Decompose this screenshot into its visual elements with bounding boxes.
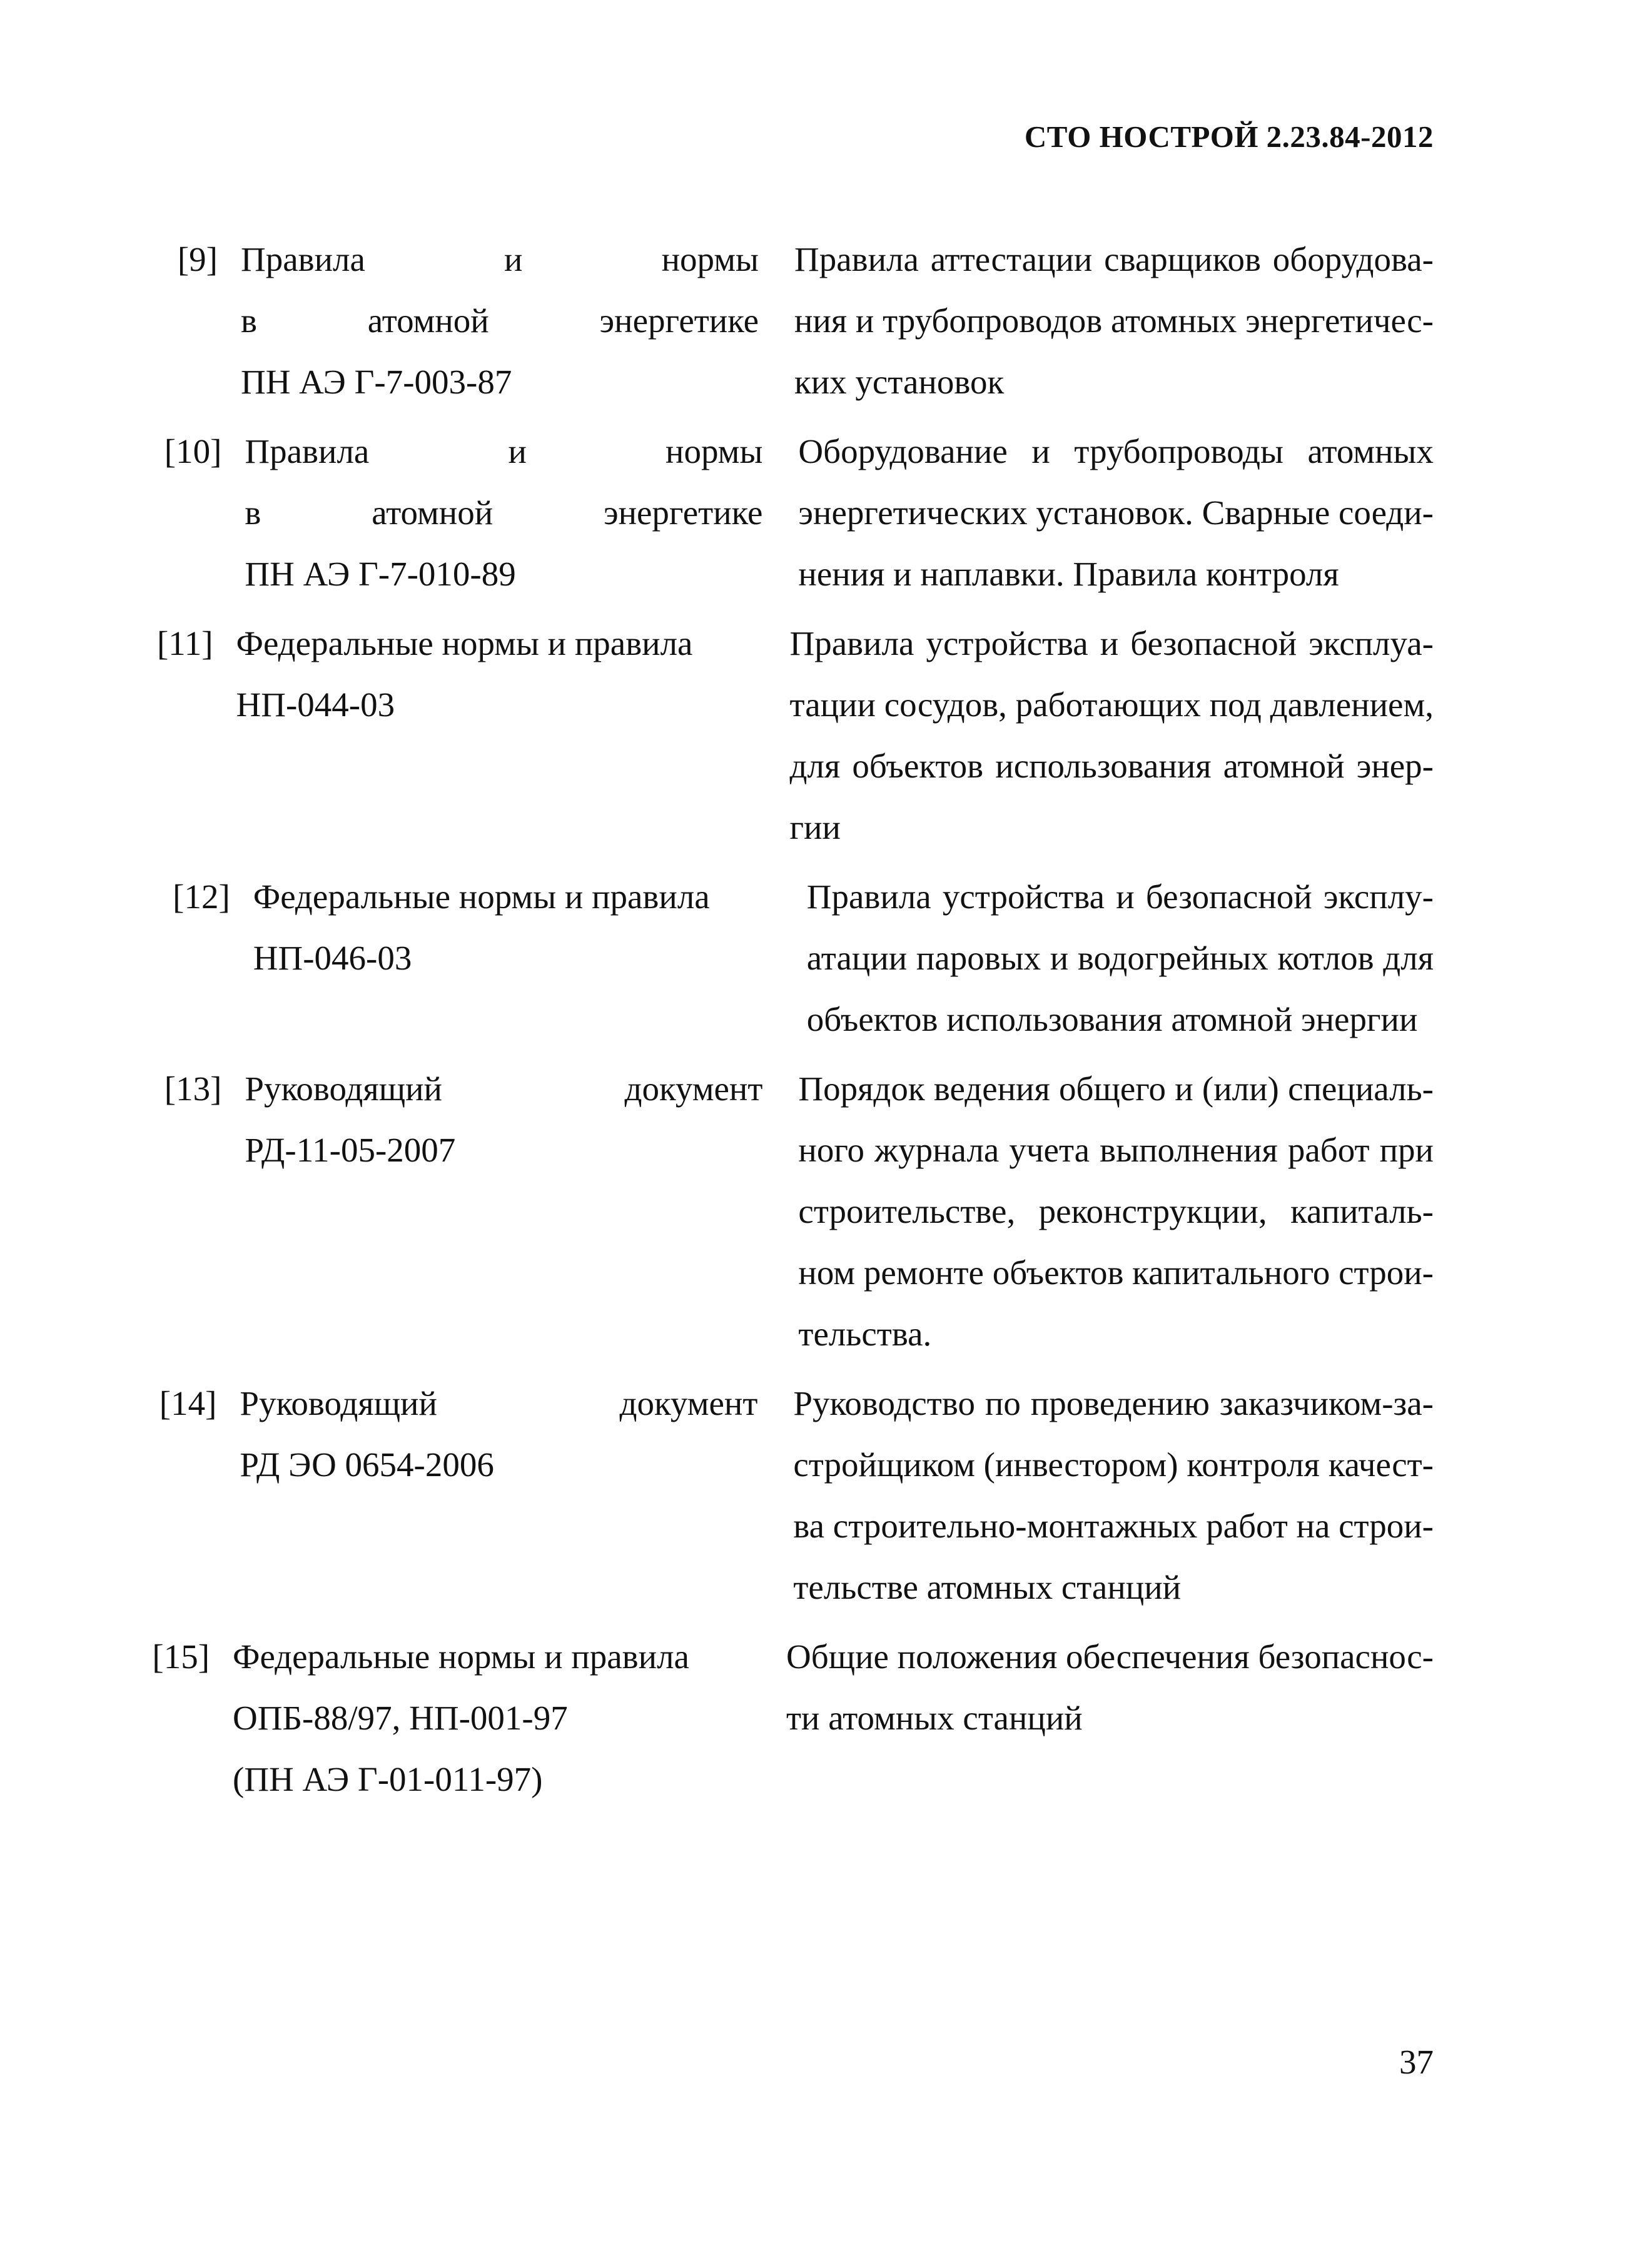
title-line: Правила аттестации сварщиков оборудова- xyxy=(794,240,1434,278)
reference-number: [12] xyxy=(173,878,230,916)
reference-number: [9] xyxy=(177,240,218,278)
source-line: Федеральные нормы и правила xyxy=(236,624,693,662)
title-line: тельстве атомных станций xyxy=(793,1568,1182,1606)
reference-source xyxy=(216,1373,757,1496)
reference-number: [14] xyxy=(159,1384,217,1422)
bibliography-entry xyxy=(150,1058,1434,1365)
source-line: ПН АЭ Г-7-010-89 xyxy=(245,555,516,593)
reference-number: [10] xyxy=(164,432,222,470)
reference-number: [15] xyxy=(152,1638,210,1676)
title-line: тации сосудов, работающих под давлением, xyxy=(789,686,1434,724)
document-standard-code: СТО НОСТРОЙ 2.23.84-2012 xyxy=(1024,119,1434,154)
bibliography-entry xyxy=(150,866,1434,1050)
reference-title xyxy=(798,1058,1434,1365)
bibliography-entry xyxy=(150,613,1434,858)
reference-title xyxy=(793,1373,1434,1618)
source-line: Федеральные нормы и правила xyxy=(233,1638,689,1676)
source-line: Руководящий документ xyxy=(245,1070,763,1108)
reference-title xyxy=(790,613,1434,858)
title-line: ких установок xyxy=(794,363,1005,401)
reference-source xyxy=(221,421,762,605)
source-line: в атомной энергетике xyxy=(240,301,759,340)
title-line: энергетических установок. Сварные соеди- xyxy=(798,494,1434,532)
title-line: Правила устройства и безопасной эксплуа- xyxy=(789,624,1434,662)
source-line: Руководящий документ xyxy=(240,1384,758,1422)
title-line: объектов использования атомной энергии xyxy=(806,1000,1418,1038)
reference-title xyxy=(786,1626,1434,1749)
title-line: Руководство по проведению заказчиком-за- xyxy=(793,1384,1434,1422)
title-line: стройщиком (инвестором) контроля качест- xyxy=(793,1445,1434,1484)
bibliography-entry xyxy=(150,1373,1434,1618)
page-number: 37 xyxy=(1399,2043,1434,2081)
source-line: ОПБ-88/97, НП-001-97 xyxy=(233,1699,568,1737)
title-line: нения и наплавки. Правила контроля xyxy=(798,555,1339,593)
title-line: ного журнала учета выполнения работ при xyxy=(798,1131,1434,1169)
source-line: НП-046-03 xyxy=(253,939,412,977)
title-line: Оборудование и трубопроводы атомных xyxy=(798,432,1434,470)
source-line: ПН АЭ Г-7-003-87 xyxy=(240,363,512,401)
bibliography-list xyxy=(150,229,1434,1818)
reference-source xyxy=(218,229,759,413)
title-line: для объектов использования атомной энер- xyxy=(789,747,1434,785)
source-line: РД ЭО 0654-2006 xyxy=(240,1445,494,1484)
source-line: в атомной энергетике xyxy=(245,494,763,532)
source-line: Правила и нормы xyxy=(245,432,763,470)
reference-title xyxy=(807,866,1434,1050)
reference-number: [13] xyxy=(164,1070,222,1108)
reference-title xyxy=(794,229,1434,413)
bibliography-entry xyxy=(150,421,1434,605)
source-line: Правила и нормы xyxy=(240,240,759,278)
title-line: тельства. xyxy=(798,1315,932,1353)
reference-source xyxy=(210,1626,751,1810)
bibliography-entry xyxy=(150,229,1434,413)
title-line: Общие положения обеспечения безопаснос- xyxy=(786,1638,1434,1676)
reference-source xyxy=(213,613,754,736)
source-line: РД-11-05-2007 xyxy=(245,1131,456,1169)
title-line: строительстве, реконструкции, капиталь- xyxy=(798,1192,1434,1230)
title-line: гии xyxy=(789,808,841,846)
title-line: атации паровых и водогрейных котлов для xyxy=(806,939,1434,977)
reference-number: [11] xyxy=(156,624,213,662)
title-line: ном ремонте объектов капитального строи- xyxy=(798,1253,1434,1292)
source-line: Федеральные нормы и правила xyxy=(253,878,710,916)
title-line: ния и трубопроводов атомных энергетичес- xyxy=(794,301,1434,340)
source-line: (ПН АЭ Г-01-011-97) xyxy=(233,1760,543,1798)
reference-title xyxy=(798,421,1434,605)
reference-source xyxy=(230,866,771,989)
source-line: НП-044-03 xyxy=(236,686,395,724)
reference-source xyxy=(221,1058,762,1181)
bibliography-entry xyxy=(150,1626,1434,1810)
title-line: Порядок ведения общего и (или) специаль- xyxy=(798,1070,1434,1108)
title-line: ва строительно-монтажных работ на строи- xyxy=(793,1507,1434,1545)
title-line: ти атомных станций xyxy=(786,1699,1083,1737)
title-line: Правила устройства и безопасной эксплу- xyxy=(806,878,1434,916)
